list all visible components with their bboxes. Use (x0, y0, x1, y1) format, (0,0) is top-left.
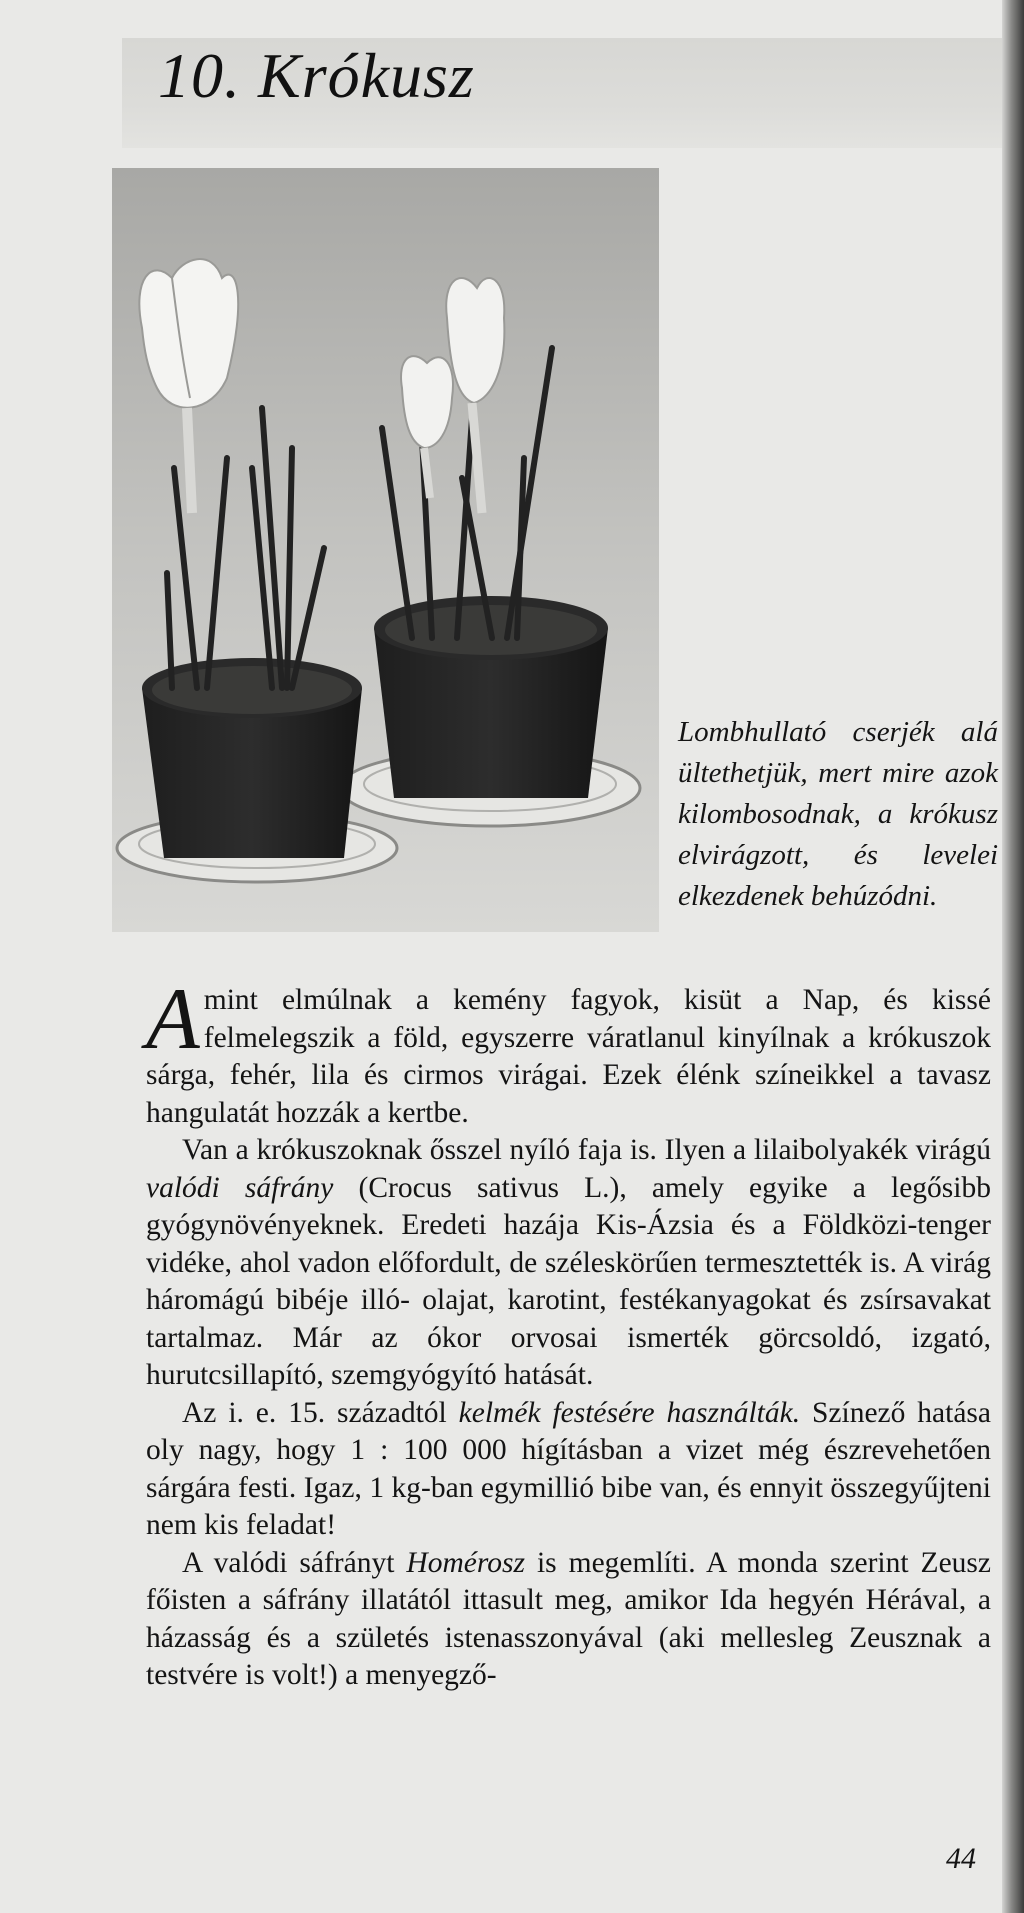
page-number: 44 (946, 1842, 976, 1875)
paragraph-2: Van a krókuszoknak ősszel nyíló faja is. Ilyen a lilaibolyakék virágú valódi sáfrány (Crocus sativus L.), amely egyike a legősibb gyógynövényeknek. Eredeti hazája Kis-Ázsia és a Földközi-tenger vidéke, ahol vadon előfordult, de széleskörűen termesztették is. A virág háromágú bibéje illó- olajat, karotint, festékanyagokat és zsírsavakat tartalmaz. Már az ókor orvosai ismerték görcsoldó, izgató, hurutcsillapító, szemgyógyító hatását. (146, 1134, 991, 1391)
chapter-title: 10. Krókusz (158, 40, 475, 111)
paragraph-3: Az i. e. 15. századtól kelmék festésére használták. Színező hatása oly nagy, hogy 1 : 100 000 hígításban a vizet még észrevehetően sárgára festi. Igaz, 1 kg-ban egymillió bibe van, és ennyit összegyűjteni nem kis feladat! (146, 1396, 992, 1541)
drop-cap: A (146, 971, 200, 1068)
crocus-photo (112, 168, 659, 932)
scan-edge-shadow (1002, 0, 1024, 1913)
paragraph-1: Amint elmúlnak a kemény fagyok, kisüt a Nap, és kissé felmelegszik a föld, egyszerre váratlanul kinyílnak a krókuszok sárga, fehér, lila és cirmos virágai. Ezek élénk színeikkel a tavasz hangulatát hozzák a kertbe. (146, 971, 991, 1129)
photo-caption: Lombhullató cserjék alá ültethetjük, mert mire azok kilombosodnak, a krókusz elvirágzott, és levelei elkezdenek behúzódni. (678, 716, 998, 912)
paragraph-4: A valódi sáfrányt Homérosz is megemlíti. A monda szerint Zeusz főisten a sáfrány illatától ittasult meg, amikor Ida hegyén Hérával, a házasság és a születés istenasszonyával (aki mellesleg Zeusznak a testvére is volt!) a menyegző- (146, 1546, 991, 1691)
body-text (146, 971, 992, 1695)
